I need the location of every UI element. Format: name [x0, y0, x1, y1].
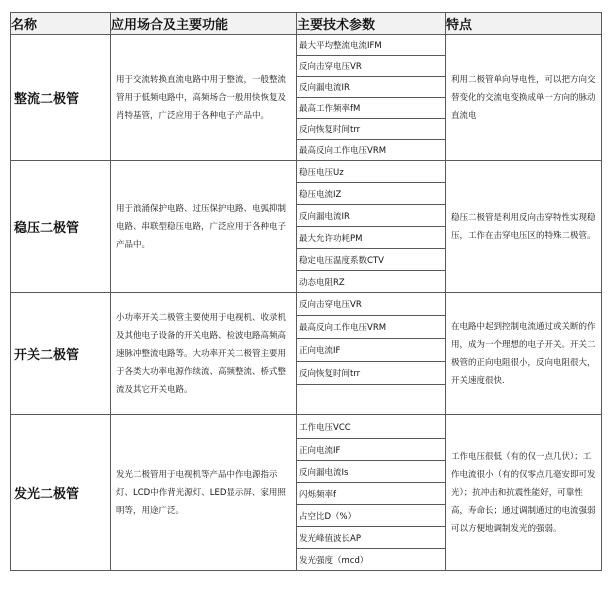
table-row [11, 35, 602, 56]
param-cell: 最大平均整流电流IFM [297, 35, 446, 56]
diode-comparison-table [10, 12, 602, 571]
diode-name: 开关二极管 [11, 293, 111, 415]
param-cell: 最大允许功耗PM [297, 227, 446, 249]
param-cell: 动态电阻RZ [297, 271, 446, 293]
param-cell: 正向电流IF [297, 339, 446, 362]
table-row [11, 161, 602, 183]
param-cell: 反向恢复时间trr [297, 119, 446, 140]
diode-features: 稳压二极管是利用反向击穿特性实现稳压，工作在击穿电压区的特殊二极管。 [446, 161, 602, 293]
table-row [11, 415, 602, 439]
param-cell-empty [297, 385, 446, 415]
diode-application: 用于交流转换直流电路中用于整流，一般整流管用于低频电路中，高频场合一般用快恢复及肖特基管，广泛应用于各种电子产品中。 [111, 35, 297, 161]
diode-features: 在电路中起到控制电流通过或关断的作用，成为一个理想的电子开关。开关二极管的正向电阻很小，反向电阻很大，开关速度很快. [446, 293, 602, 415]
table-row [11, 293, 602, 316]
diode-application: 用于浪涌保护电路、过压保护电路、电弧抑制电路、串联型稳压电路，广泛应用于各种电子产品中。 [111, 161, 297, 293]
header-params: 主要技术参数 [297, 13, 446, 35]
param-cell: 反向漏电流IR [297, 77, 446, 98]
diode-name: 整流二极管 [11, 35, 111, 161]
param-cell: 发光峰值波长AP [297, 527, 446, 549]
param-cell: 反向击穿电压VR [297, 56, 446, 77]
param-cell: 最高反向工作电压VRM [297, 140, 446, 161]
param-cell: 反向漏电流IR [297, 205, 446, 227]
diode-application: 发光二极管用于电视机等产品中作电源指示灯、LCD中作背光源灯、LED显示屏、家用照明等，用途广泛。 [111, 415, 297, 571]
param-cell: 稳压电压Uz [297, 161, 446, 183]
param-cell: 稳定电压温度系数CTV [297, 249, 446, 271]
param-cell: 工作电压VCC [297, 415, 446, 439]
param-cell: 反向击穿电压VR [297, 293, 446, 316]
diode-name: 发光二极管 [11, 415, 111, 571]
header-application: 应用场合及主要功能 [111, 13, 297, 35]
param-cell: 正向电流IF [297, 439, 446, 461]
diode-application: 小功率开关二极管主要使用于电视机、收录机及其他电子设备的开关电路、检波电路高频高速脉冲整流电路等。大功率开关二极管主要用于各类大功率电源作续流、高频整流、桥式整流及其它开关电路。 [111, 293, 297, 415]
param-cell: 最高工作频率fM [297, 98, 446, 119]
param-cell: 反向漏电流Is [297, 461, 446, 483]
param-cell: 发光强度（mcd） [297, 549, 446, 571]
param-cell: 闪烁频率f [297, 483, 446, 505]
param-cell: 最高反向工作电压VRM [297, 316, 446, 339]
header-features: 特点 [446, 13, 602, 35]
param-cell: 稳压电流IZ [297, 183, 446, 205]
param-cell: 反向恢复时间trr [297, 362, 446, 385]
param-cell: 占空比D（%） [297, 505, 446, 527]
diode-features: 工作电压很低（有的仅一点几伏）；工作电流很小（有的仅零点几毫安即可发光）；抗冲击和抗震性能好，可靠性高，寿命长；通过调制通过的电流强弱可以方便地调制发光的强弱。 [446, 415, 602, 571]
table-header-row [11, 13, 602, 35]
diode-features: 利用二极管单向导电性，可以把方向交替变化的交流电变换成单一方向的脉动直流电 [446, 35, 602, 161]
header-name: 名称 [11, 13, 111, 35]
diode-name: 稳压二极管 [11, 161, 111, 293]
